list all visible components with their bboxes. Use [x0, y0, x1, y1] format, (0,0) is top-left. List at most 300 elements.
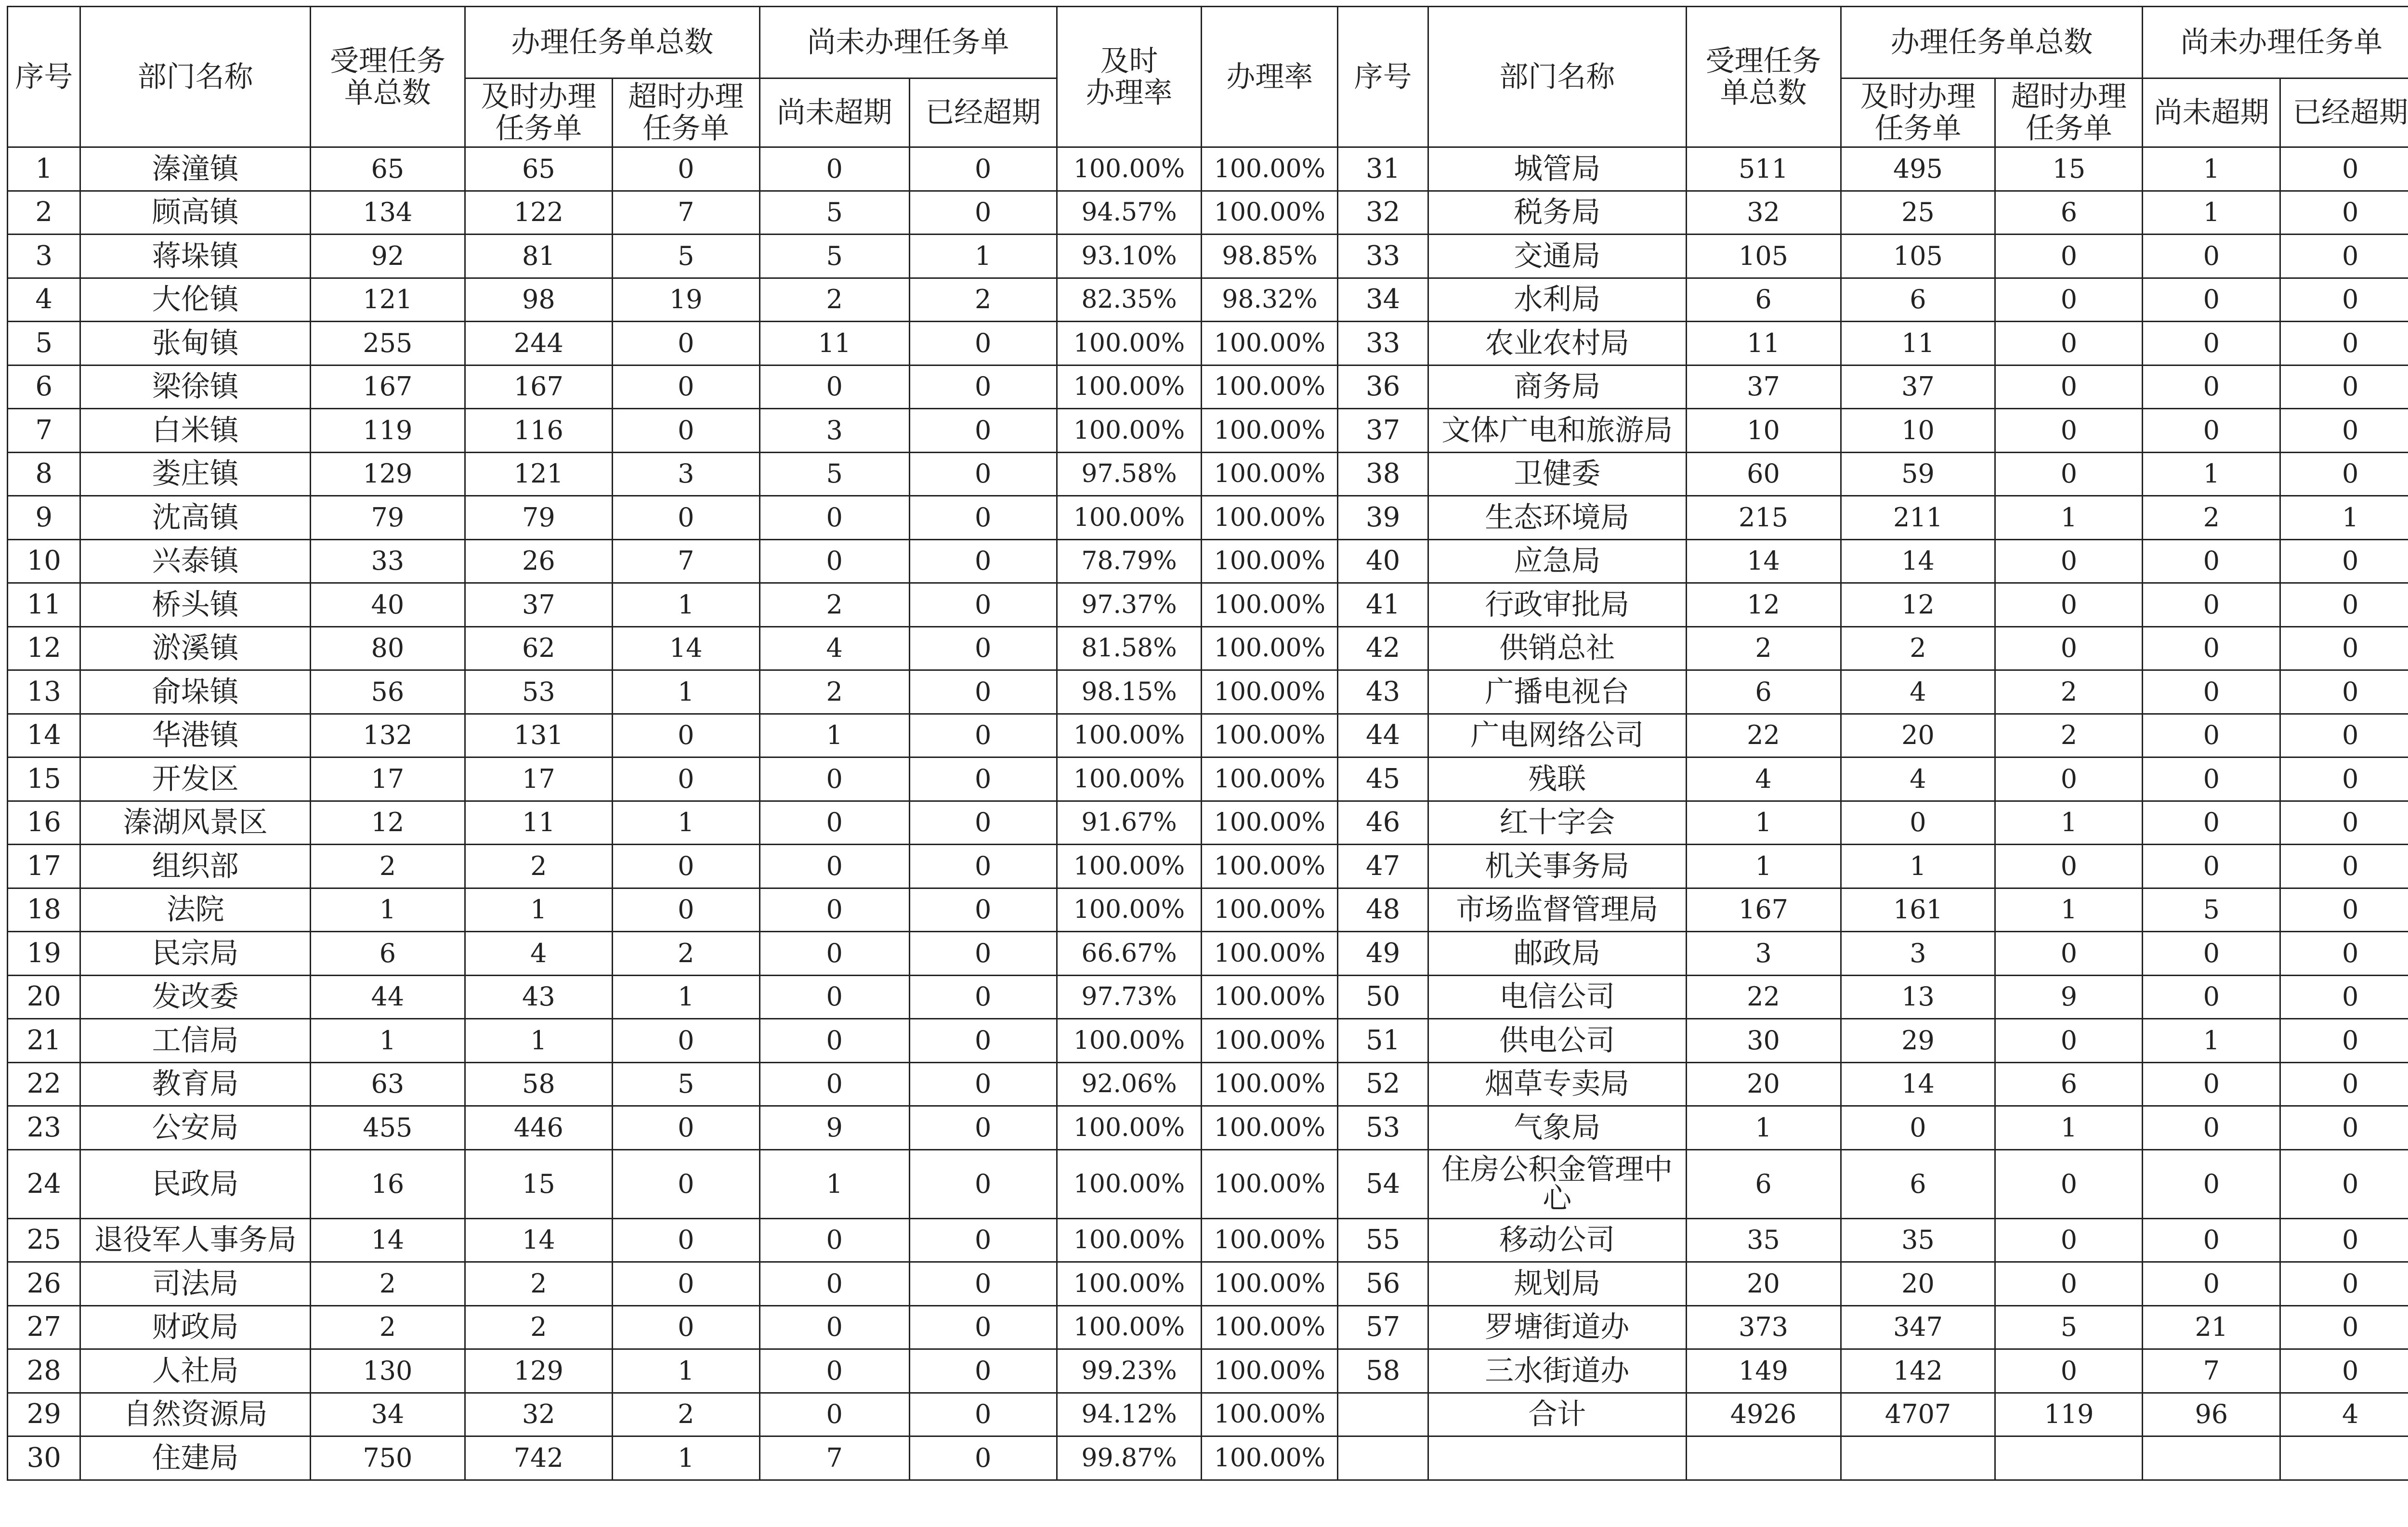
cell-handled-ontime: 116 [465, 409, 612, 453]
cell-timely-rate: 91.67% [1057, 801, 1202, 845]
cell-handled-ontime: 25 [1841, 191, 1995, 235]
cell-timely-rate: 100.00% [1057, 1149, 1202, 1218]
cell-handled-overtime: 0 [1995, 626, 2143, 670]
cell-pending-not-overdue: 0 [759, 1349, 909, 1393]
cell-handle-rate: 100.00% [1202, 1262, 1338, 1306]
cell-pending-overdue: 2 [909, 278, 1057, 322]
cell-handled-overtime: 0 [612, 1262, 759, 1306]
cell-timely-rate: 81.58% [1057, 626, 1202, 670]
cell-handled-overtime: 0 [1995, 583, 2143, 627]
cell-seq: 30 [8, 1436, 80, 1480]
cell-pending-overdue: 0 [2280, 147, 2408, 191]
table-row [8, 191, 2408, 235]
header-timely-rate: 及时 办理率 [1057, 7, 1202, 147]
cell-total: 6 [310, 932, 465, 976]
cell-seq: 37 [1338, 409, 1428, 453]
cell-handled-ontime: 4707 [1841, 1393, 1995, 1436]
cell-timely-rate: 100.00% [1057, 147, 1202, 191]
cell-seq: 17 [8, 845, 80, 888]
cell-dept-name: 水利局 [1428, 278, 1686, 322]
table-row [8, 278, 2408, 322]
cell-dept-name: 三水街道办 [1428, 1349, 1686, 1393]
cell-handle-rate: 100.00% [1202, 452, 1338, 496]
cell-dept-name: 交通局 [1428, 235, 1686, 278]
cell-pending-not-overdue: 1 [2143, 1019, 2280, 1063]
cell-dept-name: 供电公司 [1428, 1019, 1686, 1063]
cell-seq: 8 [8, 452, 80, 496]
cell-handled-overtime: 2 [1995, 714, 2143, 757]
table-row [8, 888, 2408, 932]
cell-handle-rate: 100.00% [1202, 888, 1338, 932]
cell-seq: 33 [1338, 235, 1428, 278]
cell-handled-overtime: 119 [1995, 1393, 2143, 1436]
cell-total: 79 [310, 496, 465, 540]
cell-total: 80 [310, 626, 465, 670]
cell-handled-ontime: 79 [465, 496, 612, 540]
cell-pending-overdue: 0 [909, 409, 1057, 453]
cell-handled-ontime: 26 [465, 539, 612, 583]
cell-pending-overdue: 0 [909, 626, 1057, 670]
cell-handled-overtime: 1 [612, 801, 759, 845]
cell-handled-ontime: 98 [465, 278, 612, 322]
cell-handled-ontime: 211 [1841, 496, 1995, 540]
cell-dept-name: 梁徐镇 [80, 365, 310, 409]
table-row [8, 626, 2408, 670]
cell-handled-ontime: 59 [1841, 452, 1995, 496]
cell-handled-overtime: 0 [612, 714, 759, 757]
cell-total: 20 [1686, 1262, 1841, 1306]
cell-dept-name: 司法局 [80, 1262, 310, 1306]
cell-dept-name: 残联 [1428, 757, 1686, 801]
cell-pending-overdue: 0 [909, 1019, 1057, 1063]
cell-handled-ontime: 1 [1841, 845, 1995, 888]
cell-total: 167 [1686, 888, 1841, 932]
cell-handled-overtime: 9 [1995, 975, 2143, 1019]
cell-dept-name: 文体广电和旅游局 [1428, 409, 1686, 453]
cell-seq: 41 [1338, 583, 1428, 627]
cell-handled-ontime: 244 [465, 322, 612, 365]
cell-dept-name: 俞垛镇 [80, 670, 310, 714]
cell-pending-not-overdue: 0 [2143, 757, 2280, 801]
cell-pending-overdue: 0 [2280, 235, 2408, 278]
cell-pending-overdue: 1 [909, 235, 1057, 278]
cell-dept-name: 广播电视台 [1428, 670, 1686, 714]
cell-dept-name [1428, 1436, 1686, 1480]
cell-dept-name: 罗塘街道办 [1428, 1305, 1686, 1349]
cell-total: 20 [1686, 1062, 1841, 1106]
cell-pending-overdue: 0 [2280, 801, 2408, 845]
cell-dept-name: 沈高镇 [80, 496, 310, 540]
cell-handled-overtime: 0 [1995, 932, 2143, 976]
cell-pending-overdue: 0 [909, 191, 1057, 235]
cell-seq: 47 [1338, 845, 1428, 888]
cell-handle-rate: 100.00% [1202, 845, 1338, 888]
cell-handled-overtime: 0 [612, 1218, 759, 1262]
cell-pending-overdue: 0 [2280, 714, 2408, 757]
cell-total: 1 [1686, 845, 1841, 888]
header-total: 受理任务 单总数 [310, 7, 465, 147]
cell-handled-overtime: 1 [612, 1349, 759, 1393]
cell-total: 119 [310, 409, 465, 453]
cell-handled-overtime: 2 [1995, 670, 2143, 714]
cell-dept-name: 规划局 [1428, 1262, 1686, 1306]
cell-handled-overtime: 0 [612, 147, 759, 191]
cell-seq: 50 [1338, 975, 1428, 1019]
cell-handle-rate: 100.00% [1202, 975, 1338, 1019]
cell-handle-rate: 100.00% [1202, 801, 1338, 845]
header-dept: 部门名称 [80, 7, 310, 147]
cell-dept-name: 溱潼镇 [80, 147, 310, 191]
table-body [8, 147, 2408, 1480]
header-pending: 尚未办理任务单 [2143, 7, 2408, 78]
cell-pending-overdue: 0 [2280, 1262, 2408, 1306]
task-statistics-table [7, 6, 2408, 1481]
cell-pending-overdue: 0 [909, 365, 1057, 409]
cell-handled-ontime: 62 [465, 626, 612, 670]
cell-timely-rate: 100.00% [1057, 1019, 1202, 1063]
cell-handled-overtime: 2 [612, 932, 759, 976]
cell-handled-ontime: 131 [465, 714, 612, 757]
cell-total: 455 [310, 1106, 465, 1150]
cell-handled-overtime: 0 [1995, 845, 2143, 888]
cell-handled-overtime: 0 [612, 496, 759, 540]
cell-pending-overdue: 0 [2280, 322, 2408, 365]
cell-dept-name: 民政局 [80, 1149, 310, 1218]
cell-seq: 40 [1338, 539, 1428, 583]
cell-handled-ontime: 122 [465, 191, 612, 235]
cell-total: 4 [1686, 757, 1841, 801]
cell-handle-rate: 100.00% [1202, 1149, 1338, 1218]
table-row [8, 1218, 2408, 1262]
header-handled-overtime: 超时办理 任务单 [612, 78, 759, 147]
cell-dept-name: 大伦镇 [80, 278, 310, 322]
cell-pending-not-overdue: 0 [2143, 1149, 2280, 1218]
cell-dept-name: 张甸镇 [80, 322, 310, 365]
cell-handled-ontime: 81 [465, 235, 612, 278]
cell-handled-overtime: 5 [612, 235, 759, 278]
cell-handled-overtime: 5 [612, 1062, 759, 1106]
cell-handled-overtime: 0 [1995, 278, 2143, 322]
cell-seq: 28 [8, 1349, 80, 1393]
cell-handle-rate: 100.00% [1202, 191, 1338, 235]
cell-timely-rate: 94.12% [1057, 1393, 1202, 1436]
cell-handled-ontime: 17 [465, 757, 612, 801]
cell-handled-overtime: 6 [1995, 191, 2143, 235]
cell-pending-overdue: 0 [909, 147, 1057, 191]
cell-handle-rate: 100.00% [1202, 1349, 1338, 1393]
cell-total: 2 [310, 845, 465, 888]
cell-total: 6 [1686, 278, 1841, 322]
cell-seq: 56 [1338, 1262, 1428, 1306]
cell-pending-not-overdue: 4 [759, 626, 909, 670]
cell-dept-name: 娄庄镇 [80, 452, 310, 496]
cell-handled-ontime: 742 [465, 1436, 612, 1480]
header-pending-not-overdue: 尚未超期 [759, 78, 909, 147]
cell-pending-not-overdue: 1 [2143, 147, 2280, 191]
cell-handled-ontime: 37 [1841, 365, 1995, 409]
cell-total: 33 [310, 539, 465, 583]
cell-seq: 1 [8, 147, 80, 191]
cell-seq: 31 [1338, 147, 1428, 191]
cell-handled-overtime: 0 [1995, 235, 2143, 278]
cell-timely-rate: 93.10% [1057, 235, 1202, 278]
cell-handle-rate: 100.00% [1202, 1218, 1338, 1262]
cell-dept-name: 组织部 [80, 845, 310, 888]
cell-dept-name: 住建局 [80, 1436, 310, 1480]
cell-pending-not-overdue: 0 [759, 496, 909, 540]
cell-handled-overtime: 0 [612, 409, 759, 453]
cell-handled-ontime: 37 [465, 583, 612, 627]
cell-pending-not-overdue: 1 [2143, 452, 2280, 496]
cell-handled-overtime: 0 [1995, 1149, 2143, 1218]
cell-pending-overdue: 0 [2280, 1062, 2408, 1106]
cell-handled-overtime: 1 [1995, 1106, 2143, 1150]
cell-pending-not-overdue: 0 [2143, 322, 2280, 365]
cell-total: 1 [310, 888, 465, 932]
cell-dept-name: 行政审批局 [1428, 583, 1686, 627]
cell-seq: 20 [8, 975, 80, 1019]
cell-handled-ontime: 14 [465, 1218, 612, 1262]
cell-handle-rate: 100.00% [1202, 1062, 1338, 1106]
cell-pending-not-overdue: 0 [2143, 1262, 2280, 1306]
cell-pending-overdue: 1 [2280, 496, 2408, 540]
cell-timely-rate: 97.58% [1057, 452, 1202, 496]
cell-total: 14 [310, 1218, 465, 1262]
cell-pending-not-overdue: 0 [759, 801, 909, 845]
header-pending-overdue: 已经超期 [2280, 78, 2408, 147]
cell-handled-overtime: 1 [612, 670, 759, 714]
cell-handle-rate: 100.00% [1202, 1106, 1338, 1150]
cell-handled-ontime: 446 [465, 1106, 612, 1150]
cell-total: 121 [310, 278, 465, 322]
cell-dept-name: 市场监督管理局 [1428, 888, 1686, 932]
cell-handled-ontime: 20 [1841, 714, 1995, 757]
cell-handled-overtime: 0 [1995, 365, 2143, 409]
cell-dept-name: 供销总社 [1428, 626, 1686, 670]
cell-handle-rate: 100.00% [1202, 757, 1338, 801]
cell-total: 44 [310, 975, 465, 1019]
cell-seq: 2 [8, 191, 80, 235]
cell-timely-rate: 92.06% [1057, 1062, 1202, 1106]
cell-pending-not-overdue: 3 [759, 409, 909, 453]
cell-dept-name: 蒋垛镇 [80, 235, 310, 278]
cell-seq: 4 [8, 278, 80, 322]
cell-pending-not-overdue: 0 [759, 1218, 909, 1262]
cell-dept-name: 机关事务局 [1428, 845, 1686, 888]
cell-pending-not-overdue: 9 [759, 1106, 909, 1150]
cell-seq: 29 [8, 1393, 80, 1436]
cell-pending-not-overdue: 0 [2143, 845, 2280, 888]
cell-handle-rate: 100.00% [1202, 670, 1338, 714]
cell-timely-rate: 100.00% [1057, 1106, 1202, 1150]
table-row [8, 1149, 2408, 1218]
cell-handled-overtime: 0 [1995, 1262, 2143, 1306]
table-row [8, 801, 2408, 845]
cell-total: 1 [1686, 801, 1841, 845]
cell-seq: 16 [8, 801, 80, 845]
cell-seq: 57 [1338, 1305, 1428, 1349]
cell-pending-not-overdue: 0 [759, 147, 909, 191]
cell-total: 60 [1686, 452, 1841, 496]
cell-handled-ontime: 43 [465, 975, 612, 1019]
cell-handled-ontime: 121 [465, 452, 612, 496]
cell-total: 6 [1686, 670, 1841, 714]
cell-pending-overdue: 0 [909, 1436, 1057, 1480]
cell-timely-rate: 100.00% [1057, 888, 1202, 932]
header-seq: 序号 [1338, 7, 1428, 147]
cell-pending-overdue: 0 [909, 583, 1057, 627]
cell-handled-overtime: 1 [612, 1436, 759, 1480]
cell-seq: 19 [8, 932, 80, 976]
cell-handled-overtime: 0 [612, 365, 759, 409]
cell-total: 132 [310, 714, 465, 757]
cell-dept-name: 人社局 [80, 1349, 310, 1393]
cell-handled-ontime: 65 [465, 147, 612, 191]
cell-dept-name: 农业农村局 [1428, 322, 1686, 365]
cell-seq: 32 [1338, 191, 1428, 235]
cell-pending-not-overdue: 0 [759, 365, 909, 409]
cell-handle-rate: 100.00% [1202, 539, 1338, 583]
cell-pending-not-overdue: 0 [2143, 365, 2280, 409]
cell-dept-name: 应急局 [1428, 539, 1686, 583]
cell-pending-not-overdue: 0 [2143, 539, 2280, 583]
cell-total: 17 [310, 757, 465, 801]
cell-total: 129 [310, 452, 465, 496]
cell-timely-rate: 100.00% [1057, 757, 1202, 801]
cell-seq: 54 [1338, 1149, 1428, 1218]
cell-pending-overdue: 0 [2280, 365, 2408, 409]
cell-pending-not-overdue [2143, 1436, 2280, 1480]
cell-pending-overdue: 0 [2280, 626, 2408, 670]
cell-dept-name: 卫健委 [1428, 452, 1686, 496]
cell-pending-not-overdue: 2 [2143, 496, 2280, 540]
cell-timely-rate: 99.87% [1057, 1436, 1202, 1480]
cell-total: 1 [310, 1019, 465, 1063]
cell-pending-not-overdue: 0 [2143, 975, 2280, 1019]
cell-dept-name: 税务局 [1428, 191, 1686, 235]
cell-total: 14 [1686, 539, 1841, 583]
cell-handled-ontime: 32 [465, 1393, 612, 1436]
cell-handled-overtime: 2 [612, 1393, 759, 1436]
cell-seq: 46 [1338, 801, 1428, 845]
header-seq: 序号 [8, 7, 80, 147]
cell-pending-overdue: 0 [909, 1262, 1057, 1306]
table-row [8, 409, 2408, 453]
cell-total: 511 [1686, 147, 1841, 191]
cell-handled-ontime: 495 [1841, 147, 1995, 191]
cell-dept-name: 自然资源局 [80, 1393, 310, 1436]
cell-timely-rate: 100.00% [1057, 409, 1202, 453]
cell-handle-rate: 100.00% [1202, 1305, 1338, 1349]
cell-pending-overdue: 0 [2280, 845, 2408, 888]
cell-dept-name: 白米镇 [80, 409, 310, 453]
cell-total: 92 [310, 235, 465, 278]
cell-timely-rate: 94.57% [1057, 191, 1202, 235]
cell-pending-not-overdue: 1 [759, 714, 909, 757]
table-row [8, 975, 2408, 1019]
cell-handle-rate: 100.00% [1202, 147, 1338, 191]
cell-handled-overtime: 6 [1995, 1062, 2143, 1106]
cell-dept-name: 住房公积金管理中心 [1428, 1149, 1686, 1218]
cell-handled-ontime: 14 [1841, 1062, 1995, 1106]
header-pending: 尚未办理任务单 [759, 7, 1057, 78]
cell-handled-ontime: 4 [465, 932, 612, 976]
table-row [8, 147, 2408, 191]
cell-pending-overdue [2280, 1436, 2408, 1480]
table-row [8, 714, 2408, 757]
cell-timely-rate: 100.00% [1057, 845, 1202, 888]
cell-pending-not-overdue: 0 [2143, 626, 2280, 670]
cell-handled-overtime: 0 [1995, 1349, 2143, 1393]
cell-seq: 15 [8, 757, 80, 801]
cell-pending-not-overdue: 0 [2143, 1062, 2280, 1106]
cell-pending-not-overdue: 1 [759, 1149, 909, 1218]
table-row [8, 365, 2408, 409]
table-row [8, 1436, 2408, 1480]
cell-handled-overtime: 1 [612, 583, 759, 627]
cell-handled-overtime: 0 [612, 757, 759, 801]
cell-seq: 21 [8, 1019, 80, 1063]
cell-handled-ontime: 10 [1841, 409, 1995, 453]
cell-timely-rate: 82.35% [1057, 278, 1202, 322]
cell-total: 2 [310, 1305, 465, 1349]
cell-dept-name: 教育局 [80, 1062, 310, 1106]
cell-pending-not-overdue: 2 [759, 583, 909, 627]
cell-seq: 55 [1338, 1218, 1428, 1262]
cell-handled-ontime: 2 [465, 1262, 612, 1306]
cell-timely-rate: 100.00% [1057, 496, 1202, 540]
cell-pending-not-overdue: 21 [2143, 1305, 2280, 1349]
header-handled-ontime: 及时办理 任务单 [1841, 78, 1995, 147]
cell-total: 6 [1686, 1149, 1841, 1218]
header-handled: 办理任务单总数 [1841, 7, 2143, 78]
cell-seq [1338, 1393, 1428, 1436]
cell-dept-name: 华港镇 [80, 714, 310, 757]
cell-pending-overdue: 0 [2280, 975, 2408, 1019]
cell-seq: 6 [8, 365, 80, 409]
cell-pending-overdue: 0 [909, 757, 1057, 801]
cell-pending-overdue: 0 [2280, 757, 2408, 801]
cell-total: 255 [310, 322, 465, 365]
cell-total [1686, 1436, 1841, 1480]
cell-handled-ontime [1841, 1436, 1995, 1480]
cell-timely-rate: 100.00% [1057, 1305, 1202, 1349]
cell-pending-not-overdue: 0 [759, 539, 909, 583]
cell-seq: 12 [8, 626, 80, 670]
cell-pending-overdue: 0 [909, 932, 1057, 976]
cell-dept-name: 法院 [80, 888, 310, 932]
cell-handled-overtime: 1 [1995, 888, 2143, 932]
cell-dept-name: 发改委 [80, 975, 310, 1019]
table-row [8, 322, 2408, 365]
cell-seq: 51 [1338, 1019, 1428, 1063]
cell-dept-name: 电信公司 [1428, 975, 1686, 1019]
cell-handle-rate: 100.00% [1202, 583, 1338, 627]
cell-dept-name: 城管局 [1428, 147, 1686, 191]
cell-total: 2 [1686, 626, 1841, 670]
cell-seq: 25 [8, 1218, 80, 1262]
cell-handled-ontime: 2 [465, 845, 612, 888]
cell-handled-ontime: 20 [1841, 1262, 1995, 1306]
cell-pending-not-overdue: 0 [759, 932, 909, 976]
cell-handled-overtime: 14 [612, 626, 759, 670]
cell-pending-not-overdue: 1 [2143, 191, 2280, 235]
cell-pending-overdue: 0 [2280, 670, 2408, 714]
table-row [8, 1349, 2408, 1393]
cell-total: 2 [310, 1262, 465, 1306]
cell-pending-overdue: 0 [909, 539, 1057, 583]
cell-total: 65 [310, 147, 465, 191]
